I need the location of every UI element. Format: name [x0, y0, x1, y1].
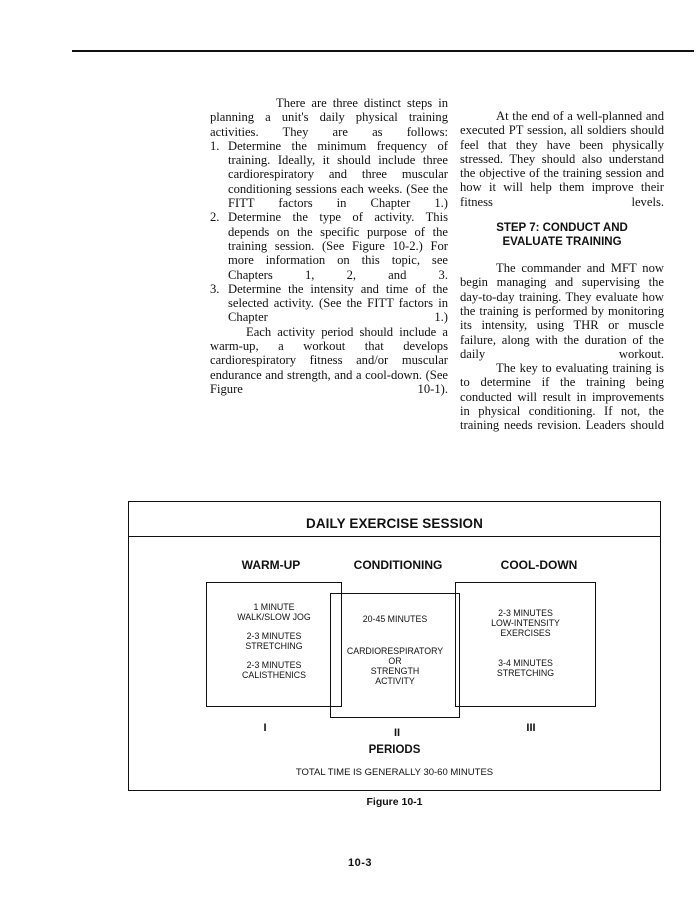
cooldown-box — [455, 582, 596, 707]
figure-caption: Figure 10-1 — [366, 796, 423, 808]
box-spacer — [331, 624, 459, 646]
step-number: 3. — [210, 281, 220, 296]
box-line: LOW-INTENSITY — [491, 618, 560, 628]
section-heading-line-2: EVALUATE TRAINING — [502, 236, 622, 249]
box-line: 2-3 MINUTES — [498, 608, 553, 618]
box-line: 1 MINUTE — [253, 602, 295, 612]
step-text: Determine the intensity and time of the selected activity. (See the FITT factors in Chapter 1.) — [228, 281, 448, 325]
right-paragraph-3: The key to evaluating training is to determine if the training being conducted will result in improvements in physical conditioning. If not, the training needs revision. Leaders should — [460, 361, 664, 433]
section-heading-line-1: STEP 7: CONDUCT AND — [496, 222, 628, 235]
box-line: 2-3 MINUTES — [246, 631, 302, 641]
period-i-label: I — [263, 722, 267, 734]
box-line: STRETCHING — [245, 641, 303, 651]
box-line: ACTIVITY — [375, 676, 415, 686]
right-paragraph-2: The commander and MFT now begin managing and supervising the day-to-day training. They evaluate how the training is performed by monitoring its intensity, using THR or muscle failure, along with the duration of the daily workout. — [460, 261, 664, 361]
warmup-box — [206, 582, 342, 707]
section-heading — [460, 221, 664, 249]
box-line: 3-4 MINUTES — [498, 658, 553, 668]
total-time-note: TOTAL TIME IS GENERALLY 30-60 MINUTES — [295, 767, 494, 778]
box-line: STRETCHING — [496, 668, 555, 678]
intro-paragraph: There are three distinct steps in planning a unit's daily physical training activities. They are as follows: — [210, 96, 448, 139]
box-line: OR — [388, 656, 402, 666]
period-ii-label: II — [393, 727, 401, 739]
box-line: EXERCISES — [500, 628, 551, 638]
step-item — [210, 282, 448, 325]
box-spacer — [207, 651, 341, 660]
step-item — [210, 210, 448, 281]
step-text: Determine the type of activity. This depends on the specific purpose of the training session. (See Figure 10-2.) For more information on this topic, see Chapters 1, 2, and 3. — [228, 210, 448, 282]
period-iii-label: III — [526, 722, 536, 734]
cooldown-heading: COOL-DOWN — [500, 558, 578, 572]
box-spacer — [456, 638, 595, 658]
box-line: STRENGTH — [370, 666, 420, 676]
box-spacer — [207, 622, 341, 631]
right-paragraph-1: At the end of a well-planned and executed PT session, all soldiers should feel that they have been physically stressed. They should also understand the objective of the training session and how it will help them improve their fitness levels. — [460, 109, 664, 209]
closing-paragraph: Each activity period should include a warm-up, a workout that develops cardiorespiratory fitness and/or muscular endurance and strength, and a cool-down. (See Figure 10-1). — [210, 324, 448, 396]
box-line: WALK/SLOW JOG — [237, 612, 311, 622]
figure-title: DAILY EXERCISE SESSION — [305, 516, 483, 531]
right-column — [460, 109, 664, 433]
box-line: 2-3 MINUTES — [246, 660, 302, 670]
step-item — [210, 139, 448, 210]
figure-title-row — [129, 502, 660, 537]
warmup-heading: WARM-UP — [241, 558, 301, 572]
step-text: Determine the minimum frequency of training. Ideally, it should include three cardiorespiratory and three muscular conditioning sessions each weeks. (See the FITT factors in Chapter 1.) — [228, 138, 448, 211]
conditioning-box — [330, 593, 460, 718]
left-column — [210, 96, 448, 396]
box-line: CARDIORESPIRATORY — [346, 646, 444, 656]
box-line: CALISTHENICS — [241, 670, 307, 680]
step-number: 1. — [210, 138, 220, 153]
periods-label: PERIODS — [368, 744, 421, 756]
figure-daily-exercise-session — [128, 501, 661, 791]
step-number: 2. — [210, 210, 220, 225]
page-number: 10-3 — [348, 857, 373, 869]
box-line: 20-45 MINUTES — [362, 614, 428, 624]
header-rule — [72, 50, 694, 52]
conditioning-heading: CONDITIONING — [353, 558, 443, 572]
